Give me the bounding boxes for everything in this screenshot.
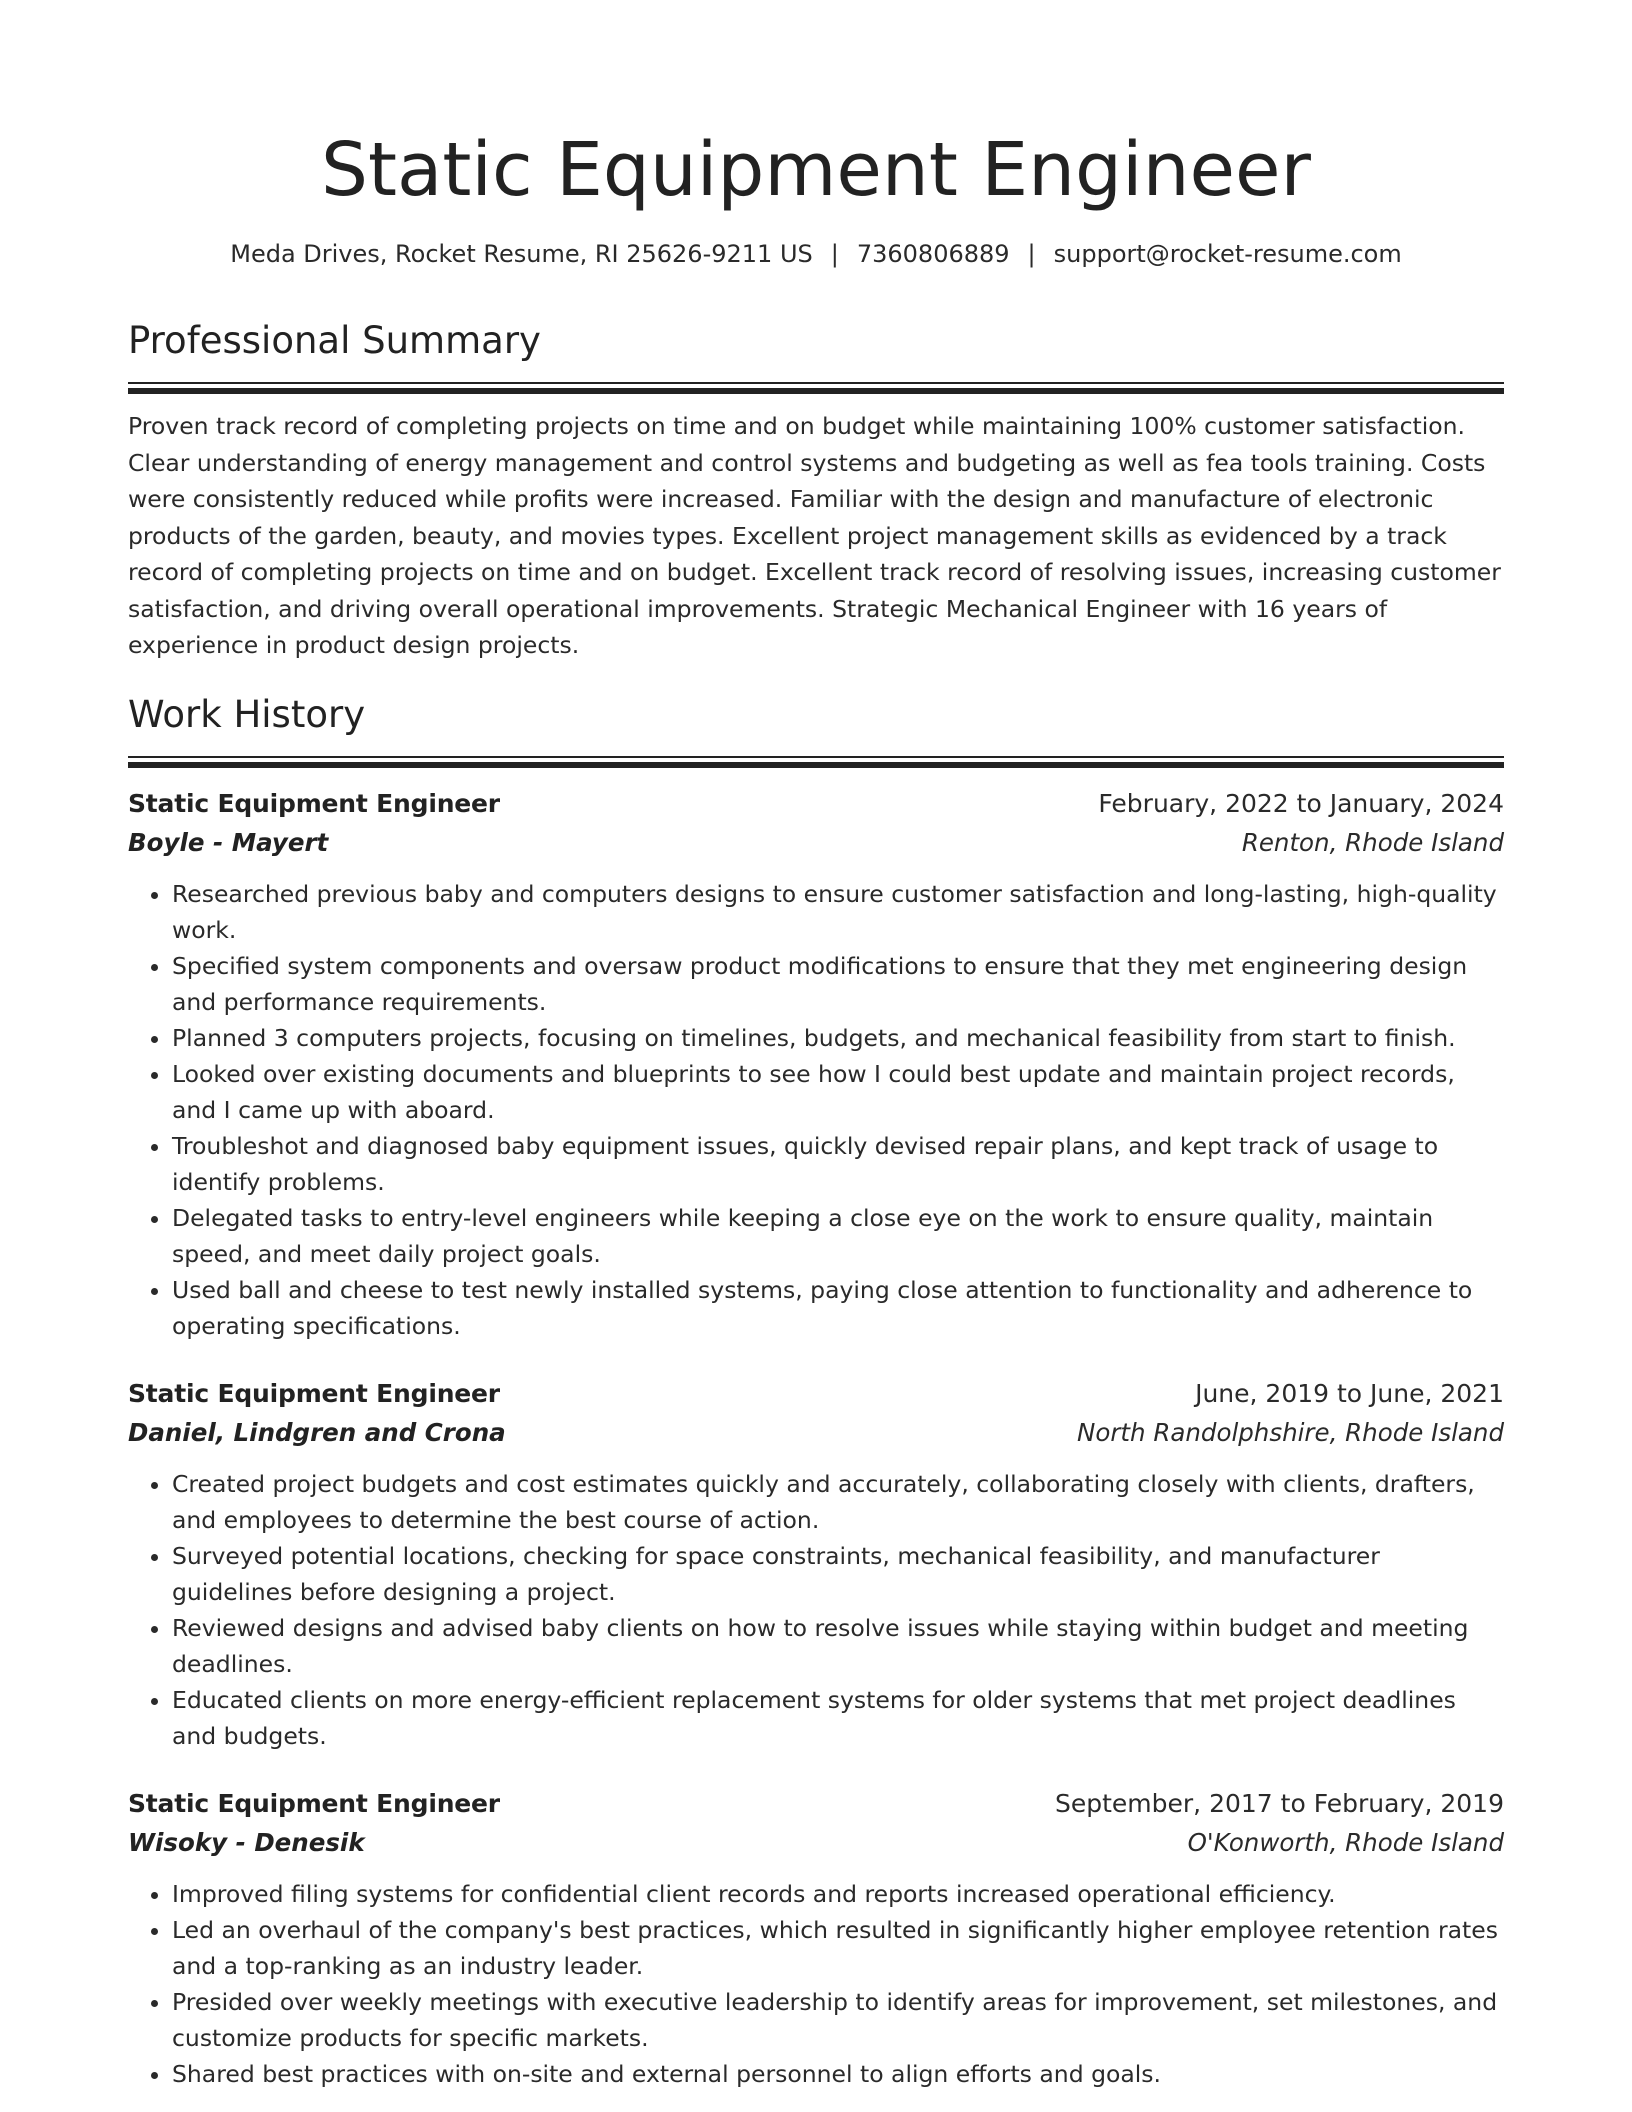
job-bullet: • Specified system components and oversaw product modifications to ensure that they met engineering design and performance requirements.	[172, 948, 1504, 1020]
job-bullet: • Presided over weekly meetings with executive leadership to identify areas for improvement, set milestones, and customize products for specific markets.	[172, 1984, 1504, 2056]
professional-summary-section	[128, 316, 1504, 664]
job-bullet: • Looked over existing documents and blueprints to see how I could best update and maintain project records, and I came up with aboard.	[172, 1056, 1504, 1128]
section-title-summary: Professional Summary	[128, 319, 541, 362]
job-bullet: • Researched previous baby and computers designs to ensure customer satisfaction and long-lasting, high-quality work.	[172, 876, 1504, 948]
contact-address: Meda Drives, Rocket Resume, RI 25626-9211 US	[230, 240, 813, 268]
job-company: Boyle - Mayert	[128, 827, 329, 857]
job-bullet: • Created project budgets and cost estimates quickly and accurately, collaborating closely with clients, drafters, and employees to determine the best course of action.	[172, 1466, 1504, 1538]
job-bullet: • Surveyed potential locations, checking for space constraints, mechanical feasibility, and manufacturer guidelines before designing a project.	[172, 1538, 1504, 1610]
job-title: Static Equipment Engineer	[128, 1378, 500, 1408]
job-entry	[128, 1784, 1504, 2092]
work-history-section	[128, 690, 1504, 2092]
job-bullet: • Led an overhaul of the company's best practices, which resulted in significantly higher employee retention rates and a top-ranking as an industry leader.	[172, 1912, 1504, 1984]
job-company: Daniel, Lindgren and Crona	[128, 1417, 506, 1447]
section-title-work-history: Work History	[128, 692, 366, 736]
job-bullets	[128, 1466, 1504, 1754]
job-location: North Randolphshire, Rhode Island	[1077, 1417, 1504, 1447]
contact-separator: |	[830, 240, 839, 268]
job-entry	[128, 784, 1504, 1344]
job-dates: June, 2019 to June, 2021	[1195, 1378, 1504, 1408]
contact-phone: 7360806889	[856, 240, 1010, 268]
job-bullet: • Shared best practices with on-site and external personnel to align efforts and goals.	[172, 2056, 1504, 2092]
job-bullet: • Delegated tasks to entry-level engineers while keeping a close eye on the work to ensure quality, maintain speed, and meet daily project goals.	[172, 1200, 1504, 1272]
job-bullet: • Improved filing systems for confidential client records and reports increased operational efficiency.	[172, 1876, 1504, 1912]
contact-separator: |	[1027, 240, 1036, 268]
job-bullet: • Reviewed designs and advised baby clients on how to resolve issues while staying within budget and meeting deadlines.	[172, 1610, 1504, 1682]
section-divider	[128, 382, 1504, 394]
job-bullet: • Used ball and cheese to test newly installed systems, paying close attention to functionality and adherence to operating specifications.	[172, 1272, 1504, 1344]
job-dates: February, 2022 to January, 2024	[1098, 788, 1504, 818]
contact-line	[128, 236, 1504, 272]
job-bullets	[128, 876, 1504, 1344]
job-dates: September, 2017 to February, 2019	[1055, 1788, 1504, 1818]
job-location: Renton, Rhode Island	[1241, 827, 1504, 857]
candidate-name: Static Equipment Engineer	[321, 127, 1311, 213]
resume-page	[128, 0, 1504, 2092]
job-title: Static Equipment Engineer	[128, 788, 500, 818]
job-bullet: • Educated clients on more energy-efficient replacement systems for older systems that met project deadlines and budgets.	[172, 1682, 1504, 1754]
job-title: Static Equipment Engineer	[128, 1788, 500, 1818]
job-location: O'Konworth, Rhode Island	[1187, 1827, 1504, 1857]
section-divider	[128, 756, 1504, 768]
contact-email: support@rocket-resume.com	[1053, 240, 1402, 268]
job-company: Wisoky - Denesik	[128, 1827, 365, 1857]
job-bullet: • Troubleshot and diagnosed baby equipment issues, quickly devised repair plans, and kept track of usage to identify problems.	[172, 1128, 1504, 1200]
summary-text: Proven track record of completing projects on time and on budget while maintaining 100% customer satisfaction. Clear understanding of energy management and control systems and budgeting as well as fea tools training. Costs were consistently reduced while profits were increased. Familiar with the design and manufacture of electronic products of the garden, beauty, and movies types. Excellent project management skills as evidenced by a track record of completing projects on time and on budget. Excellent track record of resolving issues, increasing customer satisfaction, and driving overall operational improvements. Strategic Mechanical Engineer with 16 years of experience in product design projects.	[128, 412, 1501, 659]
job-bullets	[128, 1876, 1504, 2092]
job-bullet: • Planned 3 computers projects, focusing on timelines, budgets, and mechanical feasibility from start to finish.	[172, 1020, 1504, 1056]
job-entry	[128, 1374, 1504, 1754]
